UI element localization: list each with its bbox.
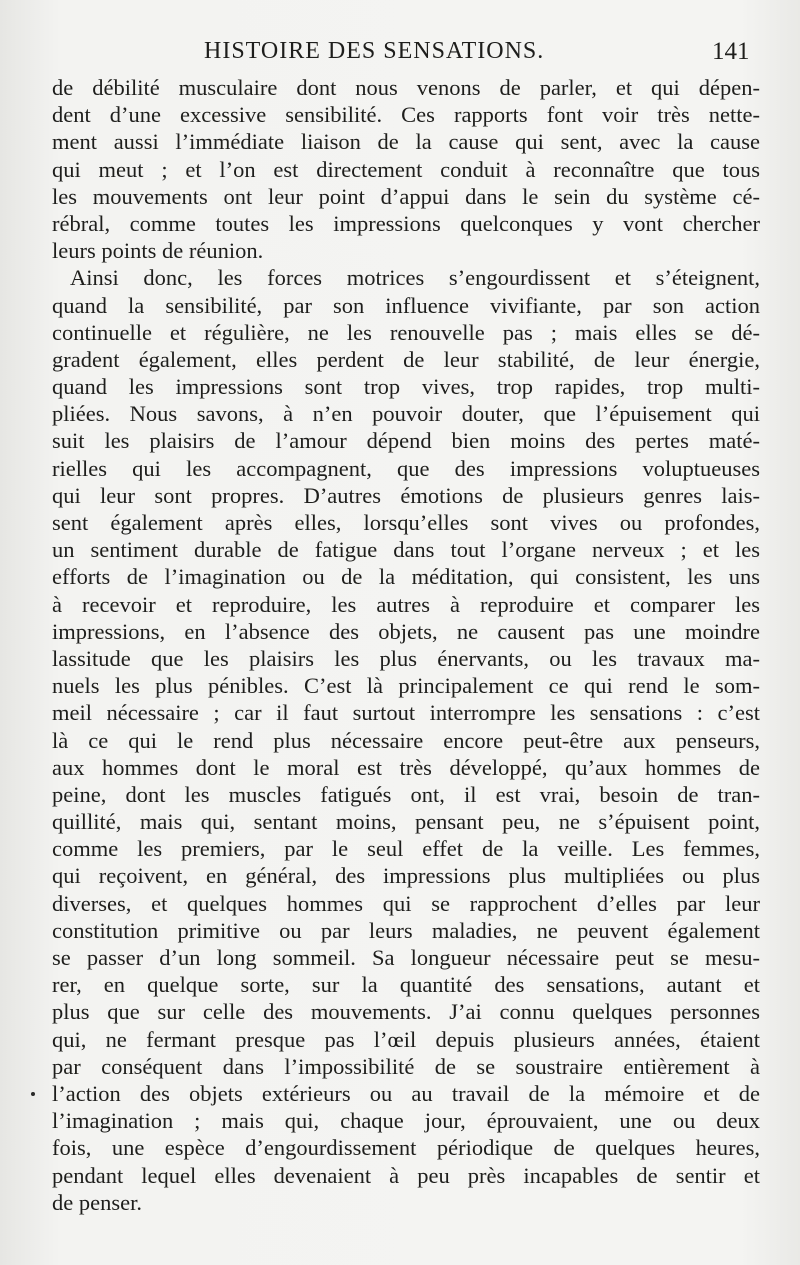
text-line: gradent également, elles perdent de leur stabilité, de leur énergie, [52,346,760,372]
text-line: diverses, et quelques hommes qui se rapprochent d’elles par leur [52,890,760,916]
text-line: comme les premiers, par le seul effet de la veille. Les femmes, [52,836,760,862]
running-head: HISTOIRE DES SENSATIONS. [204,38,545,64]
text-line: constitution primitive ou par leurs maladies, ne peuvent également [52,917,760,943]
text-line: de penser. [52,1189,142,1215]
page-header [0,38,800,72]
text-line: de débilité musculaire dont nous venons de parler, et qui dépen- [52,75,760,100]
text-line: efforts de l’imagination ou de la méditation, qui consistent, les uns [52,564,760,590]
text-line: à recevoir et reproduire, les autres à reproduire et comparer les [52,591,760,617]
text-line: meil nécessaire ; car il faut surtout interrompre les sensations : c’est [52,700,760,726]
text-line: lassitude que les plaisirs les plus énervants, ou les travaux ma- [52,645,760,671]
text-line: qui, ne fermant presque pas l’œil depuis plusieurs années, étaient [52,1026,760,1052]
text-line: pendant lequel elles devenaient à peu près incapables de sentir et [52,1162,760,1188]
margin-mark [31,1092,35,1096]
text-line: l’action des objets extérieurs ou au travail de la mémoire et de [52,1080,760,1106]
text-line: leurs points de réunion. [52,238,264,264]
text-line: aux hommes dont le moral est très développé, qu’aux hommes de [52,754,760,780]
text-line: continuelle et régulière, ne les renouvelle pas ; mais elles se dé- [52,319,760,345]
text-line: quand les impressions sont trop vives, trop rapides, trop multi- [52,374,760,400]
text-line: qui leur sont propres. D’autres émotions de plusieurs genres lais- [52,482,760,508]
text-line: rébral, comme toutes les impressions quelconques y vont chercher [52,210,760,236]
text-line: rielles qui les accompagnent, que des impressions voluptueuses [52,455,760,481]
body-text [52,74,760,1216]
text-line: quillité, mais qui, sentant moins, pensant peu, ne s’épuisent point, [52,809,760,835]
text-line: quand la sensibilité, par son influence vivifiante, par son action [52,292,760,318]
text-line: peine, dont les muscles fatigués ont, il est vrai, besoin de tran- [52,781,760,807]
text-line: pliées. Nous savons, à n’en pouvoir douter, que l’épuisement qui [52,401,760,427]
paragraph-start-line: Ainsi donc, les forces motrices s’engourdissent et s’éteignent, [70,265,760,291]
text-line: plus que sur celle des mouvements. J’ai connu quelques personnes [52,999,760,1025]
text-line: les mouvements ont leur point d’appui dans le sein du système cé- [52,183,760,209]
text-line: se passer d’un long sommeil. Sa longueur nécessaire peut se mesu- [52,945,760,970]
text-line: l’imagination ; mais qui, chaque jour, éprouvaient, une ou deux [52,1108,760,1134]
text-line: fois, une espèce d’engourdissement périodique de quelques heures, [52,1135,760,1161]
text-line: suit les plaisirs de l’amour dépend bien moins des pertes maté- [52,428,760,454]
text-line: nuels les plus pénibles. C’est là principalement ce qui rend le som- [52,673,760,699]
text-line: par conséquent dans l’impossibilité de se soustraire entièrement à [52,1053,760,1079]
text-line: qui meut ; et l’on est directement conduit à reconnaître que tous [52,156,760,182]
text-line: rer, en quelque sorte, sur la quantité des sensations, autant et [52,972,760,998]
text-line: qui reçoivent, en général, des impressions plus multipliées ou plus [52,863,760,889]
text-line: un sentiment durable de fatigue dans tout l’organe nerveux ; et les [52,537,760,563]
text-line: ment aussi l’immédiate liaison de la cause qui sent, avec la cause [52,129,760,155]
text-line: sent également après elles, lorsqu’elles sont vives ou profondes, [52,510,760,535]
text-line: impressions, en l’absence des objets, ne causent pas une moindre [52,618,760,644]
text-line: dent d’une excessive sensibilité. Ces rapports font voir très nette- [52,102,760,128]
page-number: 141 [712,38,750,65]
text-line: là ce qui le rend plus nécessaire encore peut-être aux penseurs, [52,727,760,753]
